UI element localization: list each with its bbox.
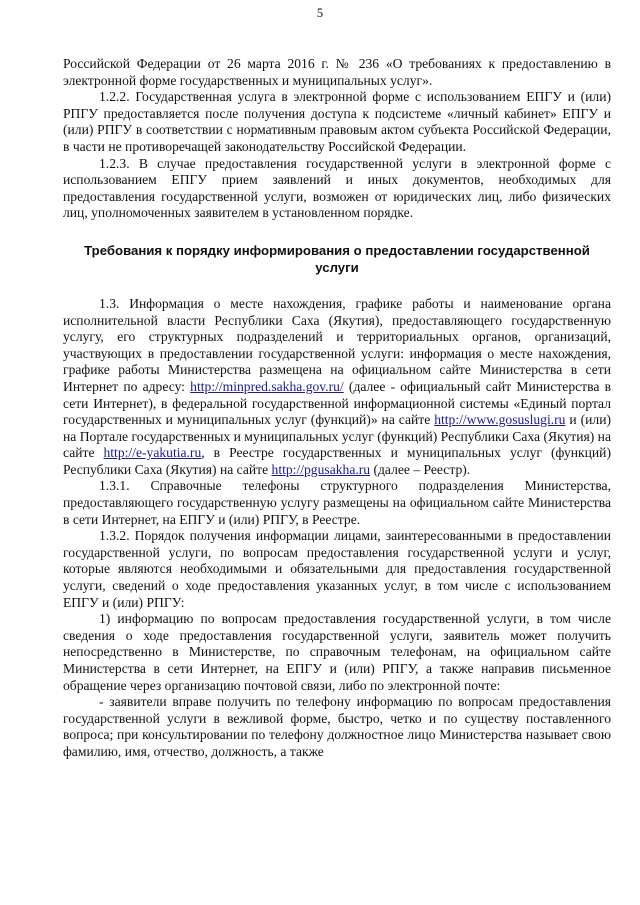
link-gosuslugi[interactable]: http://www.gosuslugi.ru [434,412,566,428]
document-body [63,56,611,761]
paragraph-1-3-text-2: (далее - официальный сайт Министерства в сети Интернет), в федеральной государственной информационной системы «Единый портал государственных и муниципальных услуг (функций)» на сайте [63,378,611,428]
page-number: 5 [316,6,324,20]
paragraph-1-3-2: 1.3.2. Порядок получения информации лицами, заинтересованными в предоставлении государственной услуги, по вопросам предоставления государственной услуги и услуг, которые являются необходимыми и обязательными для предоставления государственной услуги, сведений о ходе предоставления указанных услуг, в том числе с использованием ЕПГУ и (или) РПГУ: [63,528,611,610]
paragraph-1-3-text-3: и (или) на Портале государственных и муниципальных услуг (функций) Республики Саха (Якутия) на сайте [63,412,611,461]
paragraph-continuation: Российской Федерации от 26 марта 2016 г. № 236 «О требованиях к предоставлению в электронной форме государственных и муниципальных услуг». [63,56,611,88]
link-e-yakutia[interactable]: http://e-yakutia.ru [103,445,202,461]
paragraph-1-2-3: 1.2.3. В случае предоставления государственной услуги в электронной форме с использованием ЕПГУ прием заявлений и иных документов, необходимых для предоставления государственной услуги, возможен от юридических лиц, либо физических лиц, уполномоченных заявителем в установленном порядке. [63,155,611,221]
link-minpred[interactable]: http://minpred.sakha.gov.ru/ [190,378,344,394]
paragraph-1-3-text-5: (далее – Реестр). [370,461,471,477]
list-item-1: 1) информацию по вопросам предоставления государственной услуги, в том числе сведения о ходе предоставления государственной услуги, заявитель может получить непосредственно в Министерстве, по справочным телефонам, на официальном сайте Министерства в сети Интернет, на ЕПГУ и (или) РПГУ, а также направив письменное обращение через организацию почтовой связи, либо по электронной почте: [63,611,611,693]
paragraph-1-3-text-1: 1.3. Информация о месте нахождения, графике работы и наименование органа исполнительной власти Республики Саха (Якутия), предоставляющего государственную услугу, его структурных подразделений и территориальных органов, организаций, участвующих в предоставлении государственной услуги: информация о месте нахождения, графике работы Министерства размещена на официальном сайте Министерства в сети Интернет по адресу: [63,295,611,394]
paragraph-1-2-2: 1.2.2. Государственная услуга в электронной форме с использованием ЕПГУ и (или) РПГУ предоставляется после получения доступа к подсистеме «личный кабинет» ЕПГУ и (или) РПГУ в соответствии с нормативным правовым актом субъекта Российской Федерации, в части не противоречащей законодательству Российской Федерации. [63,89,611,154]
paragraph-1-3-text-4: , в Реестре государственных и муниципальных услуг (функций) Республики Саха (Якутия) на сайте [63,445,611,477]
section-heading: Требования к порядку информирования о предоставлении государственной услуги [84,242,590,275]
link-pgusakha[interactable]: http://pgusakha.ru [271,461,371,477]
paragraph-1-3-1: 1.3.1. Справочные телефоны структурного подразделения Министерства, предоставляющего государственную услугу размещены на официальном сайте Министерства в сети Интернет, на ЕПГУ и (или) РПГУ, в Реестре. [63,478,611,527]
paragraph-1-3 [63,296,611,479]
list-item-dash: - заявители вправе получить по телефону информацию по вопросам предоставления государственной услуги в вежливой форме, быстро, четко и по существу поставленного вопроса; при консультировании по телефону должностное лицо Министерства называет свою фамилию, имя, отчество, должность, а также [63,694,611,759]
